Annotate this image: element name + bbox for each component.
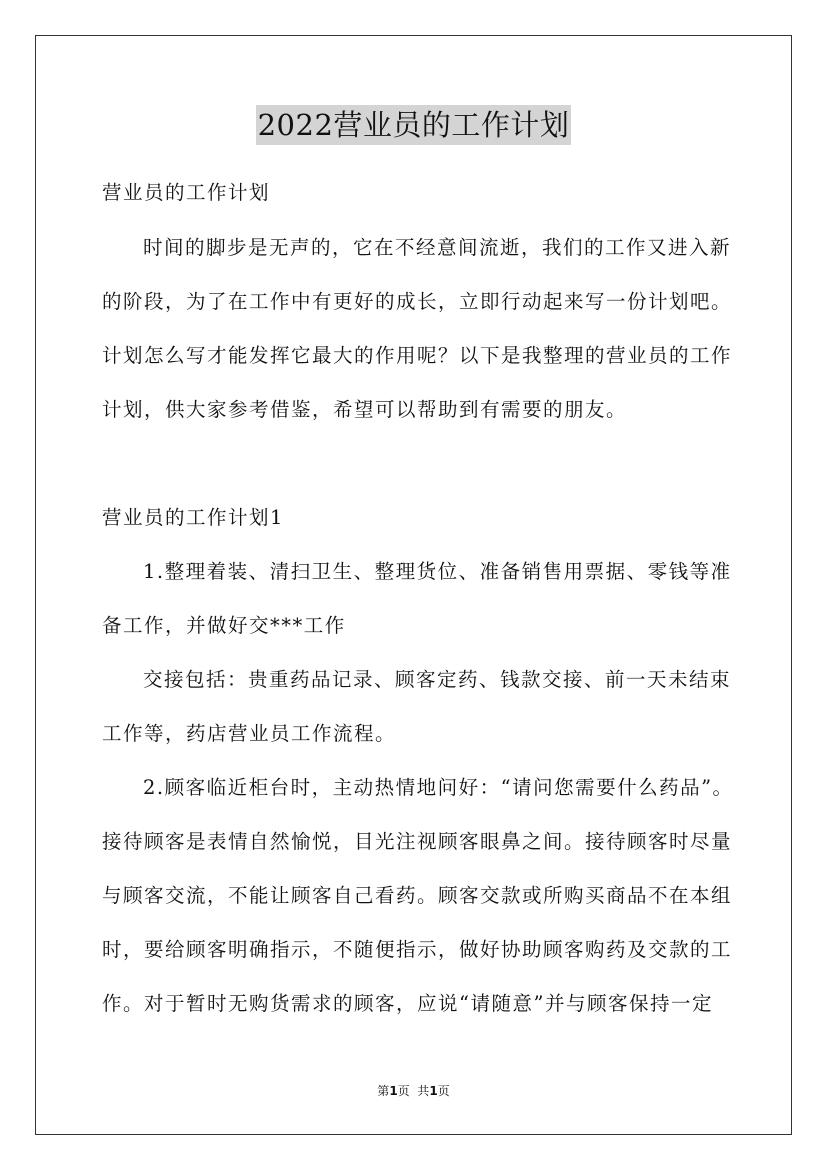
handover-line: 工作等，药店营业员工作流程。 xyxy=(102,722,397,745)
footer-prefix: 第 xyxy=(377,1084,390,1098)
footer-middle: 页 共 xyxy=(397,1084,430,1098)
item-2-line: 作。对于暂时无购货需求的顾客，应说“请随意”并与顾客保持一定 xyxy=(102,992,713,1015)
document-title-text: 2022营业员的工作计划 xyxy=(256,105,572,145)
item-2-line: 时，要给顾客明确指示，不随便指示，做好协助顾客购药及交款的工 xyxy=(102,938,733,961)
plan-heading: 营业员的工作计划1 xyxy=(102,506,284,529)
current-page-number: 1 xyxy=(389,1084,398,1098)
total-page-number: 1 xyxy=(429,1084,438,1098)
item-1-line: 备工作，并做好交***工作 xyxy=(102,614,346,637)
intro-line: 计划，供大家参考借鉴，希望可以帮助到有需要的朋友。 xyxy=(102,398,628,421)
handover-line: 交接包括：贵重药品记录、顾客定药、钱款交接、前一天未结束 xyxy=(143,668,732,691)
intro-line: 时间的脚步是无声的，它在不经意间流逝，我们的工作又进入新 xyxy=(143,236,732,259)
item-2-line: 与顾客交流，不能让顾客自己看药。顾客交款或所购买商品不在本组 xyxy=(102,884,733,907)
item-2-line: 2.顾客临近柜台时，主动热情地问好：“请问您需要什么药品”。 xyxy=(143,776,734,799)
footer-suffix: 页 xyxy=(437,1084,450,1098)
intro-line: 计划怎么写才能发挥它最大的作用呢？以下是我整理的营业员的工作 xyxy=(102,344,733,367)
document-title xyxy=(0,105,827,145)
page-footer xyxy=(0,1083,827,1099)
item-1-line: 1.整理着装、清扫卫生、整理货位、准备销售用票据、零钱等准 xyxy=(143,560,732,583)
intro-line: 的阶段，为了在工作中有更好的成长，立即行动起来写一份计划吧。 xyxy=(102,290,733,313)
item-2-line: 接待顾客是表情自然愉悦，目光注视顾客眼鼻之间。接待顾客时尽量 xyxy=(102,830,733,853)
section-heading: 营业员的工作计划 xyxy=(102,181,271,204)
